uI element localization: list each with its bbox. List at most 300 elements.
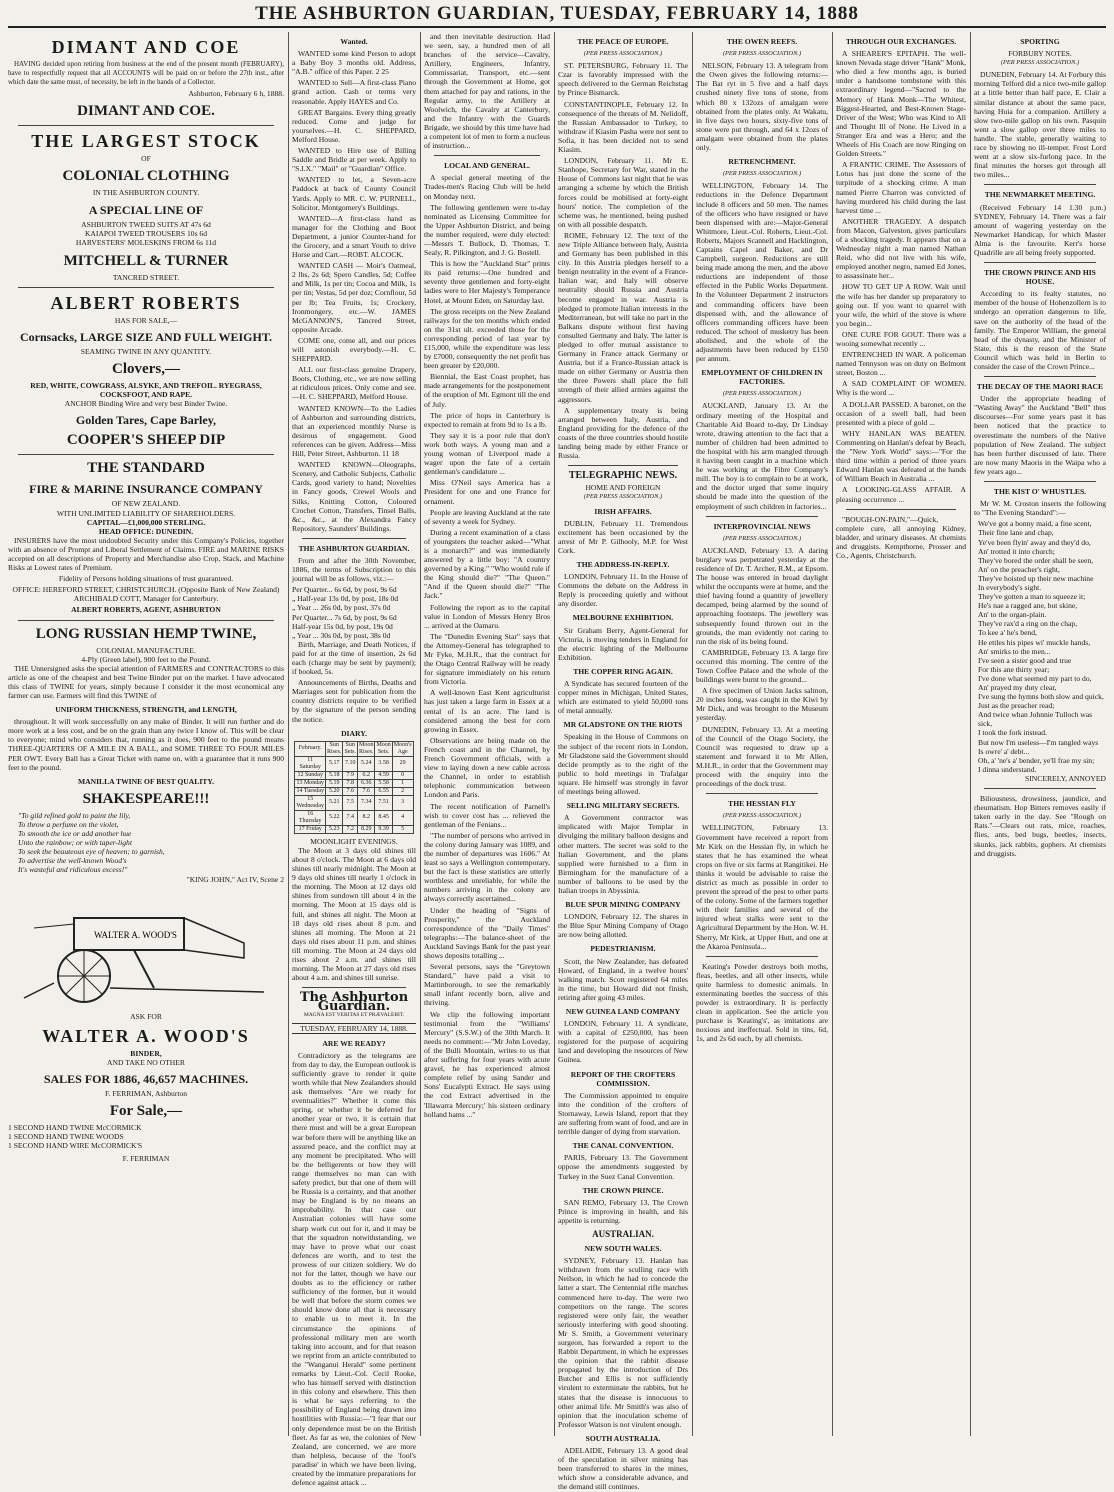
diary-cell: 12 Sunday — [295, 771, 326, 779]
diary-cell: 5.20 — [325, 787, 343, 795]
wanted-heading: Wanted. — [340, 37, 368, 46]
diary-cell: 5.19 — [325, 779, 343, 787]
column-advertisements — [8, 32, 284, 1436]
sporting-text: DUNEDIN, February 14. At Forbury this morning Telford did a nice two-mile gallop at a little better than half pace, E. Clair a similar distance at about the same pace, having Huia for a companion. Artillery a slow two-mile gallop on his own. Pasquin went a slow gallop over three miles to handle. The stable, generally waiting to race by showing no ill-temper. Frost Lord went at a slow six-furlong pace. In the final minutes the horses got through all two miles... — [974, 70, 1106, 180]
diary-cell: 7.10 — [343, 756, 358, 771]
column-rule — [420, 32, 421, 1436]
divider — [302, 538, 406, 539]
hessian-text: WELLINGTON, February 13. Government have received a report from Mr Kirk on the Hessian fly, in which he states that he has examined the wheat crops on five or six farms at Rangitikei. He thinks it would be advisable to raise the district as much as possible in order to prevent the spread of the pest to other parts of the colony. Some of the farmers together with their families and several of the injured wheat stalks were sent to the Agricultural Department by the Hon. W. H. Sherry, Mr Kirk, at Upper Hutt, and one at the Akaroa Peninsula... — [696, 823, 828, 951]
local-item: The recent notification of Parnell's wish to cover cost has ... relieved the gentleman of the Fenians... — [424, 801, 550, 829]
reefs-text: NELSON, February 13. A telegram from the Owen gives the following returns:—The Bat ryt in 5 five and a half days crushed ninety five tons of stone, from which 80 x 132ozs of amalgam were obtained from the plates only. At Wakatu, in five days two hours, sixty-five tons of stone were put through, and 64 x 12ozs of amalgam were obtained from the plates only. — [696, 61, 828, 153]
newmarket-text: (Received February 14 1.30 p.m.) SYDNEY, February 14. There was a fair amount of wagering yesterday on the Newmarket Handicap, for which Master Alma is the favourite. Kerr's horse Quadrille are all being freely supported. — [974, 202, 1106, 257]
paper-motto: MAGNA EST VERITAS ET PRÆVALEBIT. — [303, 1012, 405, 1019]
verse-line: "To gild refined gold to paint the lily, — [18, 810, 131, 820]
hemp-colonial: COLONIAL MANUFACTURE. — [96, 645, 196, 655]
diary-cell: 17 Friday — [295, 825, 326, 833]
press-association: (PER PRESS ASSOCIATION.) — [583, 493, 663, 501]
diary-cell: 8.2 — [357, 810, 375, 825]
crofters-text: The Commission appointed to enquire into the condition of the crofters of Stornaway, Lewis Island, report that they are suffering from want of food, and are in terrible danger of dying from starvation. — [558, 1090, 688, 1137]
diary-col-header: Moon Rises. — [358, 741, 374, 755]
diary-cell: 3 — [392, 795, 413, 810]
machine-label: WALTER A. WOOD'S — [94, 929, 177, 940]
diary-row — [295, 810, 413, 825]
keating-ad: Keating's Powder destroys both moths, fleas, beetles, and all other insects, while quite harmless to domestic animals. In exterminating beetles the success of this powder is extraordinary. It is perfectly clean in application. See the article you purchase is 'Keating's', as imitations are noxious and ineffectual. Sold in tins, 6d, 1s, and 2s 6d each, by all chemists. — [696, 961, 828, 1044]
diary-cell: 5.23 — [325, 825, 343, 833]
peace-item: CONSTANTINOPLE, February 12. In consequence of the threats of M. Nelidoff, the Russian Ambassador to Turkey, to withdraw if Kiasim Pasha were not sent to Sofia, it has been decided not to send Kiasim. — [558, 99, 688, 155]
mitchell-heading: MITCHELL & TURNER — [63, 252, 229, 269]
kist-line: To kee a' he's bend, — [978, 628, 1037, 638]
divider — [706, 793, 818, 794]
sale-item: 1 SECOND HAND TWINE McCORMICK — [8, 1122, 142, 1132]
twine-line: SEAMING TWINE IN ANY QUANTITY. — [80, 347, 212, 357]
hemp-text-2: throughout. It will work successfully on any make of Binder. It will run further and do more work at a less cost, and be on the grain than any twice I know of. This will be clear to everyone; mind who considers that, running as it does, 900 feet to the pound means THREE-QUARTERS OF A MILE IN A BALL, and SOME THREE TO FOUR MILES PER OWT. Every Ball has a Great Ticket with name on, with a guarantee that it runs 900 feet to the pound. — [8, 717, 284, 772]
dimant-text: HAVING decided upon retiring from business at the end of the present month (FEBRUARY), have to respectfully request that all ACCOUNTS will be paid on or before the 27th inst., after which date the same must, of necessity, be left in the hands of a Collector. — [8, 60, 284, 87]
kist-line: An' on the preacher's right, — [978, 564, 1060, 574]
standard-office: OFFICE: HEREFORD STREET, CHRISTCHURCH. (Opposite Bank of New Zealand) ARCHIBALD COTT, Manager for Canterbury. — [12, 585, 280, 604]
diary-cell: 7.51 — [375, 795, 392, 810]
guinea-text: LONDON, February 11. A syndicate, with a capital of £250,000, has been registered for the purpose of acquiring land and developing the resources of New Guinea. — [558, 1019, 688, 1065]
kist-line: They've rax'd a ring on the chap, — [978, 619, 1078, 629]
melbourne-heading: MELBOURNE EXHIBITION. — [572, 613, 674, 623]
crown-heading: THE CROWN PRINCE AND HIS HOUSE. — [984, 268, 1096, 287]
take-no-other: AND TAKE NO OTHER — [107, 1057, 185, 1067]
local-item: Observations are being made on the French coast and in the Channel, by French Government officials, with a view to laying down a new cable across the Channel, in order to establish telephonic communication between London and Paris. — [424, 735, 550, 800]
kist-intro: Mr W. M. Croston inserts the following to "The Evening Standard":— — [974, 499, 1106, 518]
nsw-text: SYDNEY, February 13. Hanlan has withdrawn from the sculling race with Neilson, in which he had to concede the latter a start. The Centennial rifle matches commenced here to-day. The were two competitors on the range. The scores registered were only fair, the weather seriously interfering with good shooting. Mr S. Smith, a Government veterinary surgeon, has forwarded a report to the Rabbit Department, in which he expresses the opinion that the rabbit disease propagated by the introduction of Drs Butcher and Ellis is not sufficiently virulent to exterminate the rabbits, but he states that the disease is innocuous to other animal life. Mr Smith's was also of opinion that the inoculation scheme of Professor Watson is not virulent enough. — [558, 1256, 688, 1429]
moonlight-heading: MOONLIGHT EVENINGS. — [310, 836, 398, 846]
diary-cell: 5.24 — [357, 756, 375, 771]
dimant-heading: DIMANT AND COE — [51, 37, 241, 57]
diary-cell: 6.36 — [357, 779, 375, 787]
prince-text: SAN REMO, February 13. The Crown Prince is improving in health, and his appetite is returning. — [558, 1197, 688, 1225]
diary-cell: 6.55 — [375, 787, 392, 795]
diary-row — [295, 825, 413, 833]
diary-row — [295, 756, 413, 771]
terms-heading: THE ASHBURTON GUARDIAN. — [298, 543, 410, 553]
verse-line: To smooth the ice or add another hue — [18, 829, 132, 839]
diary-cell: 5.17 — [325, 756, 343, 771]
standard-capital: CAPITAL—£1,000,000 STERLING. — [86, 517, 206, 527]
wanted-ad: WANTED to let, a Seven-acre Paddock at back of County Council Yards. Apply to MR. C. W. PURNELL, Solicitor, Montgomery's Buildings. — [292, 175, 416, 212]
diary-row — [295, 787, 413, 795]
divider — [984, 376, 1096, 377]
copper-heading: THE COPPER RING AGAIN. — [573, 666, 673, 676]
kist-line: He ettles his pipes wi' muckle hands, — [978, 637, 1091, 647]
wanted-ad: COME one, come all, and our prices will astonish everybody.—H. C. SHEPPARD. — [292, 335, 416, 364]
kist-line: But now I'm useless—I'm tangled ways — [978, 737, 1099, 747]
diary-cell: 29 — [392, 756, 413, 771]
clovers-heading: Clovers,— — [112, 361, 180, 378]
divider — [18, 620, 274, 621]
exchanges-heading: THROUGH OUR EXCHANGES. — [845, 37, 957, 46]
binder-label: BINDER, — [130, 1048, 162, 1058]
local-item: The gross receipts on the New Zealand railways for the ten months which ended on the 31st ult. exceeded those for the corresponding period of last year by £15,000, while the expenditure was less by £7000, consequently the net profit has been greater by £20,000. — [424, 306, 550, 371]
newmarket-heading: THE NEWMARKET MEETING. — [984, 190, 1096, 200]
hemp-uniform: UNIFORM THICKNESS, STRENGTH, and LENGTH, — [55, 705, 237, 715]
wanted-ad: WANTED KNOWN—Oleographs, Scenery, and Catholic Subjects, Catholic Cards, good variety to hand; Novelties in Fancy goods, Crewel Wools and Silks, Knitting Cotton, Coloured Crochet Cotton, Transfers, Tinsel Balls, &c., &c., at the Alexandra Fancy Repository, Saunders' Buildings. — [292, 460, 416, 533]
kist-line: An' prayed my duty clear, — [978, 683, 1057, 692]
kist-heading: THE KIST O' WHUSTLES. — [993, 487, 1087, 497]
verse-line: To seek the beauteous eye of heaven; to garnish, — [18, 847, 165, 857]
paper-title: The Ashburton Guardian. — [299, 990, 409, 1015]
special-line-1: ASHBURTON TWEED SUITS AT 47s 6d — [81, 219, 211, 229]
local-item: The following gentlemen were to-day nominated as Licensing Committee for the Upper Ashburton District, and being the number required, were duly elected:—Messrs T. Bullock, D. Thomas, T. Sealy, R. Pilkington, and J. G. Bostell. — [424, 202, 550, 258]
cooper-heading: COOPER'S SHEEP DIP — [66, 432, 226, 449]
exchange-item: A SAD COMPLAINT OF WOMEN. Why is the word ... — [836, 379, 966, 398]
stock-county: IN THE ASHBURTON COUNTY. — [92, 188, 200, 198]
diary-cell: 5.58 — [375, 779, 392, 787]
diary-cell: 7.6 — [357, 787, 375, 795]
factories-text: AUCKLAND, January 13. At the ordinary meeting of the Hospital and Charitable Aid Board to-day, Dr Lindsay wrote, drawing attention to the fact that a number of children had been admitted to the hospital with his arm mangled through it having been caught in a machine which he was working at the Fibre Company's mill. The boy is to complain to be at work, and the doctor urged that some inquiry should be made into the question of the employment of such children in factories... — [696, 401, 828, 511]
ped-heading: PEDESTRIANISM. — [590, 944, 656, 954]
peace-item: LONDON, February 11. Mr E. Stanhope, Secretary for War, stated in the House of Commons last night that he was arranging a scheme by which the British forces could be mobilised at forty-eight hours' notice. The completion of the scheme was, he mentioned, being pushed on with all possible despatch. — [558, 156, 688, 229]
diary-table — [294, 741, 413, 834]
canal-heading: THE CANAL CONVENTION. — [572, 1141, 674, 1151]
prince-heading: THE CROWN PRINCE. — [582, 1185, 664, 1195]
column-rule — [832, 32, 833, 1436]
local-item: Several persons, says the "Greytown Standard," have paid a visit to Martinborough, to see the remarkably small infant recently born, alive and thriving. — [424, 962, 550, 1008]
local-item: This is how the "Auckland Star" prints its paid returns:—One hundred and seventy three gentlemen and forty-eight ladies were to Her Majesty's Temperance Hotel, at Mount Eden, on Saturday last. — [424, 259, 550, 305]
stock-of: OF — [141, 154, 151, 164]
diary-row — [295, 795, 413, 810]
albert-heading: ALBERT ROBERTS — [50, 292, 242, 313]
diary-cell: 2 — [392, 787, 413, 795]
nsw-heading: NEW SOUTH WALES. — [584, 1244, 662, 1254]
diary-col-header: Sun Sets. — [344, 741, 356, 755]
for-sale: For Sale,— — [109, 1102, 183, 1119]
diary-cell: 11 Saturday — [295, 756, 326, 771]
exchange-item: A DOLLAR PASSED. A baronet, on the occasion of a swell ball, had been presented with a piece of gold ... — [836, 399, 966, 427]
local-heading: LOCAL AND GENERAL. — [444, 161, 530, 171]
anchor-line: ANCHOR Binding Wire and very best Binder Twine. — [64, 399, 228, 409]
divider — [984, 184, 1096, 185]
verse-line: To advertise the well-known Wood's — [18, 856, 127, 866]
local-item: Following the report as to the capital value in London of Messrs Henry Bros ... arrived at the Oamaru. — [424, 602, 550, 630]
local-item: Miss O'Neil says America has a President for one and one France for ornament. — [424, 478, 550, 506]
sales-line: SALES FOR 1886, 46,657 MACHINES. — [43, 1071, 249, 1086]
crown-text: According to its fealty statutes, no member of the house of Hohenzollern is to undergo an operation dangerous to life, save on the authority of the head of the family. The Emperor William, the general head of the dynasty, and the Minister of State, this is the reason of the State Council which was held in Berlin to consider the case of the Crown Prince... — [974, 289, 1106, 371]
address-heading: THE ADDRESS-IN-REPLY. — [576, 559, 670, 569]
paper-date: TUESDAY, FEBRUARY 14, 1888. — [292, 1023, 416, 1034]
verse-line: It's wasteful and ridiculous excess!" — [18, 865, 128, 875]
local-item: People are leaving Auckland at the rate of seventy a week for Sydney. — [424, 507, 550, 526]
divider — [568, 465, 678, 466]
standard-liability: WITH UNLIMITED LIABILITY OF SHAREHOLDERS. — [56, 508, 236, 518]
hemp-heading: LONG RUSSIAN HEMP TWINE, — [35, 625, 257, 642]
verse-line: To throw a perfume on the violet, — [18, 819, 119, 829]
australian-heading: AUSTRALIAN. — [592, 1228, 654, 1239]
kist-signature: SINCERELY, ANNOYED — [1025, 773, 1106, 783]
peace-heading: THE PEACE OF EUROPE. — [577, 37, 669, 46]
spur-heading: BLUE SPUR MINING COMPANY — [565, 900, 681, 910]
guinea-heading: NEW GUINEA LAND COMPANY — [565, 1007, 681, 1016]
press-association: (PER PRESS ASSOCIATION.) — [722, 170, 802, 178]
exchange-item: ANOTHER TRAGEDY. A despatch from Macon, Galveston, gives particulars of a shocking tragedy. It appears that on a Wednesday night a man named Nathan Reid, who did not live with his wife, employed another negro, named Ed Jones, to assassinate her... — [836, 216, 966, 281]
telegraphic-sub: HOME AND FOREIGN — [585, 483, 661, 493]
kist-line: They've bored the order shall be seen, — [978, 555, 1094, 565]
local-item: They say it is a poor rule that don't work both ways. A young man and a young woman of Liverpool made a wager upon the fate of a certain gentleman's candidature ... — [424, 430, 550, 477]
kist-line: Is owre' a' debt... — [978, 746, 1030, 756]
terms-line: „ Year ... 30s 0d, by post, 38s 0d — [292, 630, 391, 640]
dimant-heading-2: DIMANT AND COE. — [77, 103, 215, 120]
diary-cell: 5 — [392, 825, 413, 833]
diary-cell: 4 — [392, 810, 413, 825]
melbourne-text: Sir Graham Berry, Agent-General for Victoria, is moving tenders in England for the electric lighting of the Melbourne Exhibition. — [558, 625, 688, 662]
editorial-text: Contradictory as the telegrams are from day to day, the European outlook is sufficiently grave to render it quite worth while that New Zealanders should ask themselves "Are we ready for eventualities?" Whether it come this spring, or whether it be deferred for another year or two, it is certain that there must and will be a great European war before there will be anything like an assured peace, and the conflict may at any moment be precipitated. Who will be the belligerents or how they will range themselves no man can with safety predict, but that one of them will be Russia is a certainty, and that another may be England is by no means an improbability. In that case our Australian colonies will have some sharp work cut out for it, and it may be that the squadron notwithstanding, we may have to prove what our coast defences are worth, and to test the prowess of our citizen soldiery. We do not for the latter, though we have our doubts as to the efficiency or rather sufficiency of the former, but it would be well that before the storm comes we should know done all that is necessary to enable us to meet it. In the circumstance the opinions of professional military men are worth taking into account, and for that reason we reprint from an article contributed to the "Wanganui Herald" some pertinent remarks by Lieut.-Col. Cecil Rooke, who has himself served with distinction in this colony and elsewhere. This then is what he says referring to the possibility of England being drawn into hostilities with Russia:—"I fear that our only dependence must be on the British fleet. As far as we, the colonies of New Zealand, are concerned, we are more than helpless, because of the 'fool's paradise' in which we have been living, created by the immature preparations for defence against attack ... — [292, 1050, 416, 1488]
press-association: (PER PRESS ASSOCIATION.) — [583, 50, 663, 58]
local-item: The "Dunedin Evening Star" says that the Attorney-General has telegraphed to Mr Fyke, M.H.R., that the contract for the Otago Central Railway will be ready for signature immediately on his return from Victoria. — [424, 631, 550, 687]
ferriman-signature: F. FERRIMAN — [122, 1154, 170, 1164]
divider — [302, 987, 406, 988]
crofters-heading: REPORT OF THE CROFTERS COMMISSION. — [570, 1069, 676, 1088]
kist-line: An' trotted it into church; — [978, 546, 1055, 556]
inter-item: DUNEDIN, February 13. At a meeting of the Council of the Otago Society, the Council was requested to draw up a statement and forward it to Mr Allen, M.H.R., in order that the Government may proceed with the enquiry into the proceedings of the dock trust. — [696, 724, 828, 789]
press-association: (PER PRESS ASSOCIATION.) — [722, 812, 802, 820]
terms-line: „ Half-year 13s 0d, by post, 18s 0d — [292, 594, 399, 604]
divider — [846, 509, 956, 510]
diary-col-header: Sun Rises. — [326, 741, 342, 755]
terms-line: „ Year ... 26s 0d, by post, 37s 0d — [292, 603, 391, 613]
wanted-ad: WANTED CASH — Moir's Oatmeal, 2 lbs, 2s 6d; Spero Candles, 5d; Coffee and Milk, 1s per tin; Cocoa and Milk, 1s per tin; Vestas, 5d per doz; Cornflour, 5d per lb; Tea Fruits, 1s; Crockery, Ironmongery, etc.—W. JAMES McGANNON'S, Tancred Street, opposite Arcade. — [292, 261, 416, 334]
stock-colonial: COLONIAL CLOTHING — [62, 168, 230, 185]
column-interprovincial — [696, 32, 828, 1436]
diary-row — [295, 771, 413, 779]
masthead: THE ASHBURTON GUARDIAN, TUESDAY, FEBRUARY 14, 1888 — [8, 2, 1106, 28]
terms-note: Birth, Marriage, and Death Notices, if paid for at the time of insertion, 2s 6d each (charge may be sent by payment); if booked, 5s. — [292, 639, 416, 677]
divider — [706, 956, 818, 957]
kist-line: An' to the organ-plain. — [978, 610, 1047, 620]
walter-wood: WALTER A. WOOD'S — [42, 1025, 250, 1046]
wanted-ad: WANTED KNOWN—To the Ladies of Ashburton and surrounding districts, that an experienced monthly Nurse is desirous of engagement. Good references can be given. Address—Miss Hill, Peter Street, Ashburton. 11 18 — [292, 403, 416, 459]
wanted-ad: WANTED to Sell—A first-class Piano grand action. Cash or terms very reasonable. Apply HAYES and Co. — [292, 78, 416, 106]
diary-col-header: February. — [295, 741, 326, 756]
standard-agent: ALBERT ROBERTS, AGENT, ASHBURTON — [71, 605, 221, 615]
wanted-ad: WANTED some kind Person to adopt a Baby Boy 3 months old. Address, "A.B." office of this Paper. 2 25 — [292, 49, 416, 77]
diary-cell: 16 Thursday — [295, 810, 326, 825]
diary-cell: 5.22 — [325, 810, 343, 825]
terms-line: Per Quarter... 6s 6d, by post, 9s 6d — [292, 585, 397, 595]
terms-line: Per Quarter... 7s 6d, by post, 9s 6d — [292, 612, 397, 622]
riots-text: Speaking in the House of Commons on the subject of the recent riots in London, Mr Gladstone said the Government should decide promptly as to the right of the public to hold meetings in Trafalgar square. He himself was strongly in favor of meetings being allowed. — [558, 732, 688, 797]
sale-item: 1 SECOND HAND WIRE McCORMICK'S — [8, 1141, 143, 1151]
terms-note: Announcements of Births, Deaths and Marriages sent for publication from the country districts require to be verified by the signature of the person sending the notice. — [292, 678, 416, 724]
diary-cell: 15 Wednesday — [296, 795, 324, 809]
diary-cell: 6.2 — [357, 771, 375, 779]
terms-intro: From and after the 30th November, 1886, the terms of Subscription to this journal will be as follows, viz.:— — [292, 555, 416, 584]
wanted-ad: ALL our first-class genuine Drapery, Boots, Clothing, etc., we are now selling at ridiculous prices. Only come and see.—H. C. SHEPPARD, Melford House. — [292, 365, 416, 402]
column-telegraphic — [558, 32, 688, 1492]
kist-line: Oh, a' 'ne's a' bender, ye'll frae my sin; — [978, 755, 1095, 765]
diary-cell: 9.39 — [375, 825, 392, 833]
kist-line: He's nae a ragged ane, but skine, — [978, 601, 1078, 611]
inter-item: CAMBRIDGE, February 13. A large fire occurred this morning. The centre of the Town Coffee Palace and the whole of the buildings were burnt to the ground... — [696, 647, 828, 685]
kist-line: For this ane thirty year; — [978, 664, 1050, 674]
peace-item: A supplementary treaty is being arranged between Italy, Austria, and England providing for the defence of the coasts of the three countries should hostile landing being made by either France or Russia. — [558, 405, 688, 461]
exchange-item: ONE CURE FOR GOUT. There was a wooing somewhat recently ... — [836, 329, 966, 348]
diary-col-header: Moon's Age — [393, 741, 412, 755]
kist-line: We've got a bonny maid, a fine scent, — [978, 519, 1092, 529]
stock-heading: THE LARGEST STOCK — [31, 131, 261, 152]
golden-tares: Golden Tares, Cape Barley, — [75, 413, 217, 428]
exchange-item: HOW TO GET UP A ROW. Walt until the wife has her dander up preparatory to going out. If you want to quarrel with your wife, the whirl of the stove is where you begin... — [836, 282, 966, 328]
verse-line: Unto the rainbow; or with taper-light — [18, 838, 132, 848]
maori-heading: THE DECAY OF THE MAORI RACE — [976, 382, 1104, 392]
diary-cell: 7.9 — [343, 771, 358, 779]
moon-text: The Moon at 3 days old shines till about 8 o'clock. The Moon at 6 days old shines till nearly midnight. The Moon at 9 days old shines till nearly 1 o'clock in the morning. The Moon at 12 days old shines from sundown till about 4 in the morning. The Moon at 15 days old is full, and shines all night. The Moon at 18 days old rises about 8 p.m. and shines all morning. The Moon at 21 days old rises about 11 p.m. and shines till morning. The Moon at 24 days old rises about 2 a.m. and shines till morning. The Moon at 27 days old rises about 4 a.m. and shines till sunrise. — [292, 845, 416, 983]
diary-cell: 4.59 — [375, 771, 392, 779]
special-heading: A SPECIAL LINE OF — [88, 202, 204, 217]
diary-cell: 7.5 — [343, 795, 358, 810]
sale-item: 1 SECOND HAND TWINE WOODS — [8, 1132, 124, 1142]
terms-line: Half-year 15s 0d, by post, 19s 0d — [292, 621, 393, 631]
secrets-heading: SELLING MILITARY SECRETS. — [566, 801, 680, 811]
exchange-item: ENTRENCHED IN WAR. A policeman named Tennyson was on duty on Belmont street, Boston ... — [836, 350, 966, 378]
exchange-item: A FRANTIC CRIME. The Assessors of Lotus has just done the scene of the turpitude of a shocking crime. A man named Pierre Charron was convicted of having murdered his child during the last harvest time ... — [836, 160, 966, 215]
diary-cell: 0 — [392, 771, 413, 779]
standard-head-office: HEAD OFFICE: DUNEDIN. — [98, 526, 194, 536]
column-exchanges — [836, 32, 966, 1436]
diary-header-row — [295, 741, 413, 756]
diary-cell: 14 Tuesday — [296, 787, 324, 794]
standard-fidelity: Fidelity of Persons holding situations of trust guaranteed. — [58, 574, 234, 584]
column-local-news — [424, 32, 550, 1436]
diary-cell: 7.8 — [343, 779, 358, 787]
kist-line: I've done what seemed my part to do, — [978, 673, 1092, 683]
local-item: During a recent examination of a class of youngsters the teacher asked—"What is a monarch?" and was immediately answered by a little boy: "A country governed by a King." "Who would rule if the King should die?" "The Queen." "And if the Queen should die?" "The Jack." — [424, 527, 550, 601]
sa-heading: SOUTH AUSTRALIA. — [585, 1433, 661, 1443]
bitters-ad: "BOUGH-ON-PAIN,"—Quick, complete cure, all annoying Kidney, bladder, and urinary diseases. At chemists and druggists. Kempthorne, Prosser and Co., Agents, Christchurch. — [836, 514, 966, 560]
wanted-ad: GREAT Bargains. Every thing greatly reduced. Come and judge for yourselves.—H. C. SHEPPARD, Melford House. — [292, 107, 416, 144]
kist-line: I dinna understand. — [978, 764, 1037, 774]
wanted-ad: WANTED to Hire use of Billing Saddle and Bridle at per week. Apply to "S.I.X." "Mail" or "Guardian" Office. — [292, 146, 416, 174]
special-line-3: HARVESTERS' MOLESKINS FROM 6s 11d — [75, 237, 217, 247]
mitchell-address: TANCRED STREET. — [112, 272, 180, 282]
kist-line: Ye've been flyin' away and they'd do, — [978, 537, 1091, 547]
reefs-heading: THE OWEN REEFS. — [726, 37, 798, 46]
press-association: (PER PRESS ASSOCIATION.) — [722, 50, 802, 58]
cornsacks: Cornsacks, LARGE SIZE AND FULL WEIGHT. — [20, 330, 272, 345]
press-association: (PER PRESS ASSOCIATION.) — [722, 390, 802, 398]
diary-heading: DIARY. — [341, 728, 367, 738]
retrench-heading: RETRENCHMENT. — [728, 157, 796, 167]
local-item: A special general meeting of the Trades-men's Racing Club will be held on Monday next. — [424, 173, 550, 201]
local-item: "The number of persons who arrived in the colony during January was 1089, and the number of departures was 1606." At least so says a Wellington contemporary, but the fact is these statistics are utterly worthless and unreliable, for while the numbers arriving in the colony are always correctly ascertained... — [424, 830, 550, 904]
inter-item: AUCKLAND, February 13. A daring burglary was perpetrated yesterday at the residence of Dr. T. Archer, R.M., at Epsom. The house was entered in broad daylight whilst the occupants were at home, and the thief having found a quantity of jewellery decamped, being alarmed by the sound of approaching footsteps. The jewellery was subsequently found thrown out in the grounds, the man evidently not caring to run the risk of its being found. — [696, 545, 828, 646]
local-item: The price of hops in Canterbury is expected to remain at from 9d to 1s a lb. — [424, 410, 550, 429]
column-rule — [554, 32, 555, 1436]
sporting-sub: FORBURY NOTES. — [1008, 49, 1072, 59]
standard-insurers: INSURERS have the most undoubted Security under this Company's Policies, together with an absence of Prompt and Liberal Settlement of Claims. FIRE and MARINE RISKS accepted on all descriptions of Property and Merchandise also Crop, Stack, and Machine Risks at Lowest rates of Premium. — [8, 535, 284, 573]
editorial-title: ARE WE READY? — [322, 1038, 386, 1048]
ask-for: ASK FOR — [130, 1011, 162, 1021]
kist-line: I've seen a sister good and true — [978, 655, 1072, 665]
factories-heading: EMPLOYMENT OF CHILDREN IN FACTORIES. — [701, 368, 823, 387]
divider — [706, 516, 818, 517]
riots-heading: MR GLADSTONE ON THE RIOTS — [563, 720, 683, 730]
albert-sale: HAS FOR SALE,— — [114, 315, 178, 325]
local-item: A well-known East Kent agriculturist has just taken a large farm in Essex at a rental of 1s an acre. The land is considered among the best for corn growing in Essex. — [424, 688, 550, 734]
special-line-2: KAIAPOI TWEED TROUSERS 10s 6d — [84, 228, 208, 238]
hemp-ply: 4-Ply (Green label), 900 feet to the Pound. — [81, 654, 211, 664]
binder-machine-icon — [14, 888, 278, 1008]
column-rule — [288, 32, 289, 1436]
peace-item: ST. PETERSBURG, February 11. The Czar is favorably impressed with the speech delivered to the German Reichstag by Prince Bismarck. — [558, 61, 688, 98]
clovers-list: RED, WHITE, COWGRASS, ALSYKE, AND TREFOIL. RYEGRASS, COCKSFOOT, AND RAPE. — [30, 381, 262, 400]
diary-cell: 8.45 — [375, 810, 392, 825]
divider — [434, 155, 540, 156]
dimant-date: Ashburton, February 6 h, 1888. — [188, 89, 284, 99]
divider — [18, 287, 274, 288]
standard-heading: THE STANDARD — [87, 460, 205, 477]
local-item: Under the heading of "Signs of Prosperity," the Auckland correspondence of the "Daily Times" telegraphs:—The balance-sheet of the Auckland Savings Bank for the past year shows deposits totalling ... — [424, 905, 550, 960]
local-item: We clip the following important testimonial from the "Williams' Mercury" (S.S.W.) of the 30th March. It needs no comment:—"Mr John Loveday, of the Bulli Mountain, writes to us that after suffering for four years with acute gravel, he has experienced almost complete relief by using Sander and Sons' Eucalypti Extract. He says using the cod Extract advertised in the 'Illawarra Mercury;' his sixteen ordinary holland hams ..." — [424, 1009, 550, 1119]
press-association: (PER PRESS ASSOCIATION.) — [1000, 59, 1080, 67]
standard-nz: OF NEW ZEALAND. — [111, 499, 181, 509]
sa-text: ADELAIDE, February 13. A good deal of the speculation in silver mining has been transferred to shares in the mines, which show a considerable advance, and the demand still continues. — [558, 1446, 688, 1492]
diary-cell: 5.21 — [325, 795, 343, 810]
copper-text: A Syndicate has secured fourteen of the copper mines in Michigan, United States, which are estimated to yield 50,000 tons of metal annually. — [558, 679, 688, 716]
kist-line: In everybody's sight. — [978, 582, 1042, 592]
diary-cell: 8.29 — [357, 825, 375, 833]
ferriman: F. FERRIMAN, Ashburton — [104, 1088, 188, 1098]
shakespeare-heading: SHAKESPEARE!!! — [82, 790, 210, 807]
diary-cell: 3.58 — [375, 756, 392, 771]
divider — [18, 125, 274, 126]
kist-line: An' smirks to the men... — [978, 646, 1051, 656]
diary-cell: 7.2 — [343, 825, 358, 833]
diary-col-header: Moon Sets. — [376, 741, 391, 755]
exchange-item: A SHEARER'S EPITAPH. The well-known Nevada stage driver "Hank" Monk, who died a few months ago, is buried under a handsome tombstone with this extraordinary legend—"Sacred to the Memory of Hank Monk—The Whitest, Biggest-Hearted, and Best-Known Stage-Driver of the West; Who was Kind to All and Thought Ill of None. He Lived in a Stranger Era and was a Hero; and the Wheels of His Coach are now Ringing on Golden Streets." — [836, 49, 966, 159]
column-sporting — [974, 32, 1106, 1436]
inter-heading: INTERPROVINCIAL NEWS — [713, 521, 811, 531]
binder-machine-illustration — [14, 888, 278, 1008]
kist-line: And twice whan Johnnie Tulloch was sick, — [978, 710, 1093, 729]
hessian-heading: THE HESSIAN FLY — [728, 799, 796, 809]
retrench-text: WELLINGTON, February 14. The reductions in the Defence Department include 8 officers and 50 men. The names of the officers who have resigned or have been dispensed with are:—Major-General Whitmore, Lieut.-Col. Roberts, Lieut.-Col. Roberts, Majors Scannell and Hacklington, Captains Capel and Baker, and Dr Campbell, surgeon. Reductions are still being made among the men, and the above reductions are independent of those effected in the Public Works Department. In the Volunteer Department 2 instructors and commanding officers have been dispensed with, and the allowance of officers commanding officers have been reduced. The school of musketry has been abolished, and the whole of the adjustments have been reduced by £150 per annum. — [696, 181, 828, 364]
hemp-text: THE Unnersigned asks the special attention of FARMERS and CONTRACTORS to this article as one of the cheapest and best Twine Binder put on the market. I have advocated this class of TWINE for years, simply because I consider it the most economical any farmer can use. Farmers will find this TWINE of — [8, 663, 284, 700]
diary-cell: 1 — [392, 779, 413, 787]
wanted-ad: WANTED—A first-class hand as manager for the Clothing and Boot Department, a junior Counter-hand for the Grocery, and a smart Youth to drive Horse and Cart.—ROBT. ALCOCK. — [292, 213, 416, 260]
kist-line: I took the fork instead. — [978, 728, 1047, 738]
divider — [18, 454, 274, 455]
exchange-item: A LOOKING-GLASS AFFAIR. A pleasing occurrence ... — [836, 485, 966, 504]
kist-line: Just as the preacher read; — [978, 701, 1055, 711]
kist-line: Their fine lane and chap, — [978, 528, 1054, 538]
press-association: (PER PRESS ASSOCIATION.) — [722, 534, 802, 542]
diary-cell: 13 Monday — [296, 779, 324, 786]
address-text: LONDON, February 11. In the House of Commons the debate on the Address in Reply is proceeding quietly and without any disorder. — [558, 572, 688, 609]
maori-text: Under the appropriate heading of "Wasting Away" the Auckland "Bell" thus discourses—For some years past it has been noticed that the practice to overestimate the numbers of the Native population of New Zealand. The subject has been further discussed of late. There are now many Maoris in the Waipa who a few years ago... — [974, 394, 1106, 476]
spur-text: LONDON, February 12. The shares in the Blue Spur Mining Company of Otago are now being allotted. — [558, 912, 688, 940]
manilla-line: MANILLA TWINE OF BEST QUALITY. — [77, 776, 215, 786]
peace-item: ROME, February 12. The text of the new Triple Alliance between Italy, Austria and Germany has been published in this city. In this Austria pledges herself to a benign neutrality in the event of a France-Italian war, and Italy will observe neutrality should Russia and Austria become engaged in war. Austria is pledged to promote Italian interests in the Mediterranean, but will take no part in the Balkans dispute without first having consulted Germany and Italy. The latter is pledged to offer mutual assistance to Germany in France attack Germany or Austria, but if a France-Russian attack is made on either Germany or Austria then the three Powers shall place the full strength of their allied armies against the aggressors. — [558, 230, 688, 404]
secrets-text: A Government contractor was implicated with Major Templar in divulging the military balloon designs and other matters. The secret was sold to the Italian Government, and the plans supplied were furnished to a firm in Birmingham for the manufacture of a number of balloons to be used by the Italian troops in Abyssinia. — [558, 813, 688, 895]
divider — [984, 788, 1096, 789]
liver-ad: Biliousness, drowsiness, jaundice, and rheumatism. Hop Bitters removes easily if taken early in the day. See "Rough on Rats."—Clears out rats, mice, roaches, flies, ants, bed bugs, beetles, insects, skunks, jack rabbits, gophers. At chemists and druggists. — [974, 794, 1106, 858]
exchange-item: WHY HANLAN WAS BEATEN. Commenting on Hanlan's defeat by Beach, the "New York World" says:—"For the third time within a period of three years Edward Hanlan was defeated at the hands of William Beach in Australia ... — [836, 428, 967, 484]
diary-cell: 7.6 — [343, 787, 358, 795]
kist-line: They've hoisted up their new machine — [978, 573, 1094, 583]
kist-line: I've sung the hymns both slow and quick, — [978, 692, 1104, 702]
ped-text: Scott, the New Zealander, has defeated Howard, of England, in a twelve hours' walking match. Scott registered 64 miles in the time, but Howard did not finish, retiring after going 43 miles. — [558, 956, 688, 1002]
telegraphic-heading: TELEGRAPHIC NEWS. — [568, 470, 678, 482]
divider — [984, 481, 1096, 482]
diary-row — [295, 779, 413, 787]
editorial-continued: and then inevitable destruction. Had we seen, say, a hundred men of all branches of the service—Cavalry, Artillery, Engineers, Infantry, Commissariat, Transport, etc.—sent through the Government at Home, got them attached for pay and rations, in the Regular army, to the Artillery at Woolwich, the Cavalry at Canterbury, and the Infantry with the Guards Brigade, we should by this time have had a competent lot of men to form a nucleus of instruction... — [424, 32, 550, 151]
irish-heading: IRISH AFFAIRS. — [594, 506, 652, 516]
standard-company: FIRE & MARINE INSURANCE COMPANY — [29, 482, 263, 497]
divider — [984, 262, 1096, 263]
